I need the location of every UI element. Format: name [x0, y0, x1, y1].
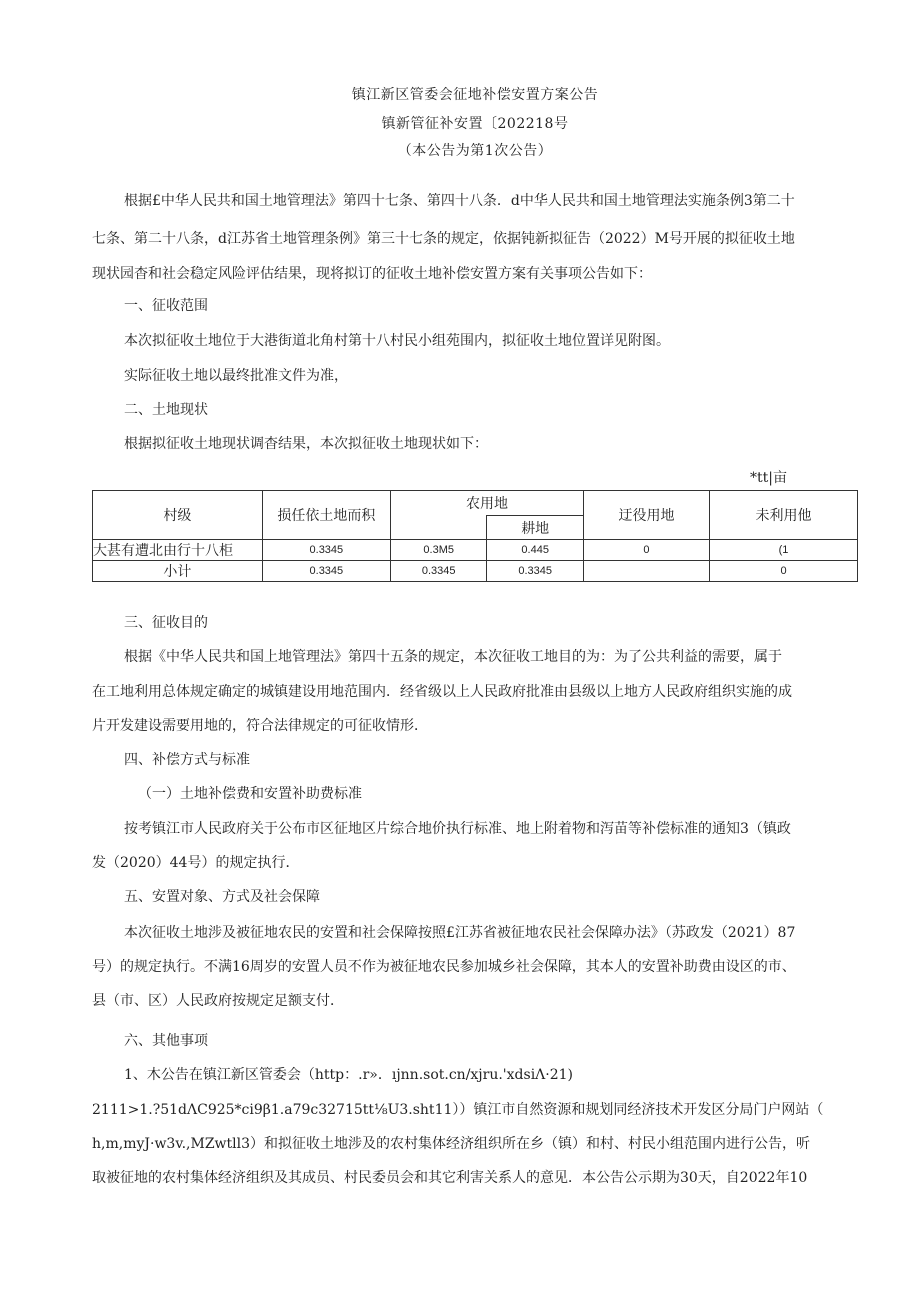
section-3-heading: 三、征收目的	[124, 615, 208, 631]
section-4-heading: 四、补偿方式与标准	[124, 752, 250, 768]
section-4-subheading: （一）土地补偿费和安置补助费标准	[138, 786, 362, 802]
section-6-line-2: 2111>1.?51dΛC925*ci9β1.a79c32715tt⅛U3.sht11））镇江市自然资源和规划同经济技术开发区分局门户网站（	[92, 1102, 824, 1118]
cell-farmland: 0.3345	[390, 561, 486, 582]
section-4-line-2: 发（2020）44号）的规定执行．	[92, 855, 300, 871]
cell-construction	[583, 561, 709, 582]
section-5-line-1: 本次征收土地涉及被征地农民的安置和社会保障按照£江苏省被征地农民社会保障办法》（苏政发（2021）87	[124, 925, 796, 941]
header-farmland-blank	[390, 516, 486, 540]
header-construction-land: 迂役用地	[583, 491, 709, 540]
cell-total: 0.3345	[262, 540, 390, 561]
section-1-para-1: 本次拟征收土地位于大港街道北角村第十八村民小组苑围内，拟征收土地位置详见附图。	[124, 333, 670, 349]
intro-line-2: 七条、第二十八条，d江苏省土地管理条例》第三十七条的规定，依据钝新拟征告（2022）M号开展的拟征收土地	[92, 231, 795, 247]
cell-farmland: 0.3M5	[390, 540, 486, 561]
section-5-line-3: 县（市、区）人民政府按规定足额支付．	[92, 993, 344, 1009]
document-number: 镇新管征补安置〔202218号	[381, 116, 569, 132]
land-status-table	[92, 490, 858, 582]
cell-unused: (1	[710, 540, 858, 561]
section-1-heading: 一、征收范围	[124, 298, 208, 314]
section-1-para-2: 实际征收土地以最终批准文件为准，	[124, 368, 348, 384]
intro-line-3: 现状园杳和社会稳定风险评估结果，现将拟订的征收土地补偿安置方案有关事项公告如下：	[92, 266, 652, 282]
unit-label: *tt|亩	[750, 470, 787, 486]
header-village: 村级	[93, 491, 263, 540]
header-total-area: 损任依土地而积	[262, 491, 390, 540]
section-6-heading: 六、其他事项	[124, 1033, 208, 1049]
cell-construction: 0	[583, 540, 709, 561]
cell-village: 小计	[93, 561, 263, 582]
notice-count: （本公告为第1次公告）	[397, 143, 553, 159]
intro-line-1: 根据£中华人民共和国土地管理法》第四十七条、第四十八条．d中华人民共和国土地管理法实施条例3第二十	[124, 193, 795, 209]
section-6-line-3: h,m,myJ·w3v.,MZwtll3）和拟征收土地涉及的农村集体经济组织所在乡（镇）和村、村民小组范围内进行公告，听	[92, 1136, 811, 1152]
document-title: 镇江新区管委会征地补偿安置方案公告	[351, 87, 599, 103]
cell-arable: 0.3345	[487, 561, 583, 582]
table-row	[93, 561, 858, 582]
section-6-line-1: 1、木公告在镇江新区管委会（http：.r»．ıjnn.sot.cn/xjru.'xdsiΛ·21)	[124, 1067, 574, 1083]
cell-village: 大甚有遭北由行十八柜	[93, 540, 263, 561]
section-3-line-2: 在工地利用总体规定确定的城镇建设用地范围内．经省级以上人民政府批准由县级以上地方人民政府组织实施的成	[92, 684, 792, 700]
section-3-line-3: 片开发建设需要用地的，符合法律规定的可征收情形．	[92, 718, 428, 734]
table-row	[93, 540, 858, 561]
cell-unused: 0	[710, 561, 858, 582]
header-unused-land: 未利用他	[710, 491, 858, 540]
section-2-heading: 二、土地现状	[124, 402, 208, 418]
section-3-line-1: 根据《中华人民共和国上地管理法》第四十五条的规定，本次征收工地目的为：为了公共利益的需要，属于	[124, 649, 782, 665]
section-5-heading: 五、安置对象、方式及社会保障	[124, 889, 320, 905]
cell-total: 0.3345	[262, 561, 390, 582]
header-farmland: 农用地	[390, 491, 583, 516]
section-5-line-2: 号）的规定执行。不满16周岁的安置人员不作为被征地农民参加城乡社会保障，其本人的安置补助费由设区的市、	[92, 959, 796, 975]
header-arable: 耕地	[487, 516, 583, 540]
section-4-line-1: 按考镇江市人民政府关于公布市区征地区片综合地价执行标准、地上附着物和泻苗等补偿标准的通知3（镇政	[124, 821, 791, 837]
section-2-para-1: 根据拟征收土地现状调杳结果，本次拟征收土地现状如下：	[124, 436, 488, 452]
cell-arable: 0.445	[487, 540, 583, 561]
section-6-line-4: 取被征地的农村集体经济组织及其成员、村民委员会和其它利害关系人的意见．本公告公示期为30天，自2022年10	[92, 1170, 808, 1186]
